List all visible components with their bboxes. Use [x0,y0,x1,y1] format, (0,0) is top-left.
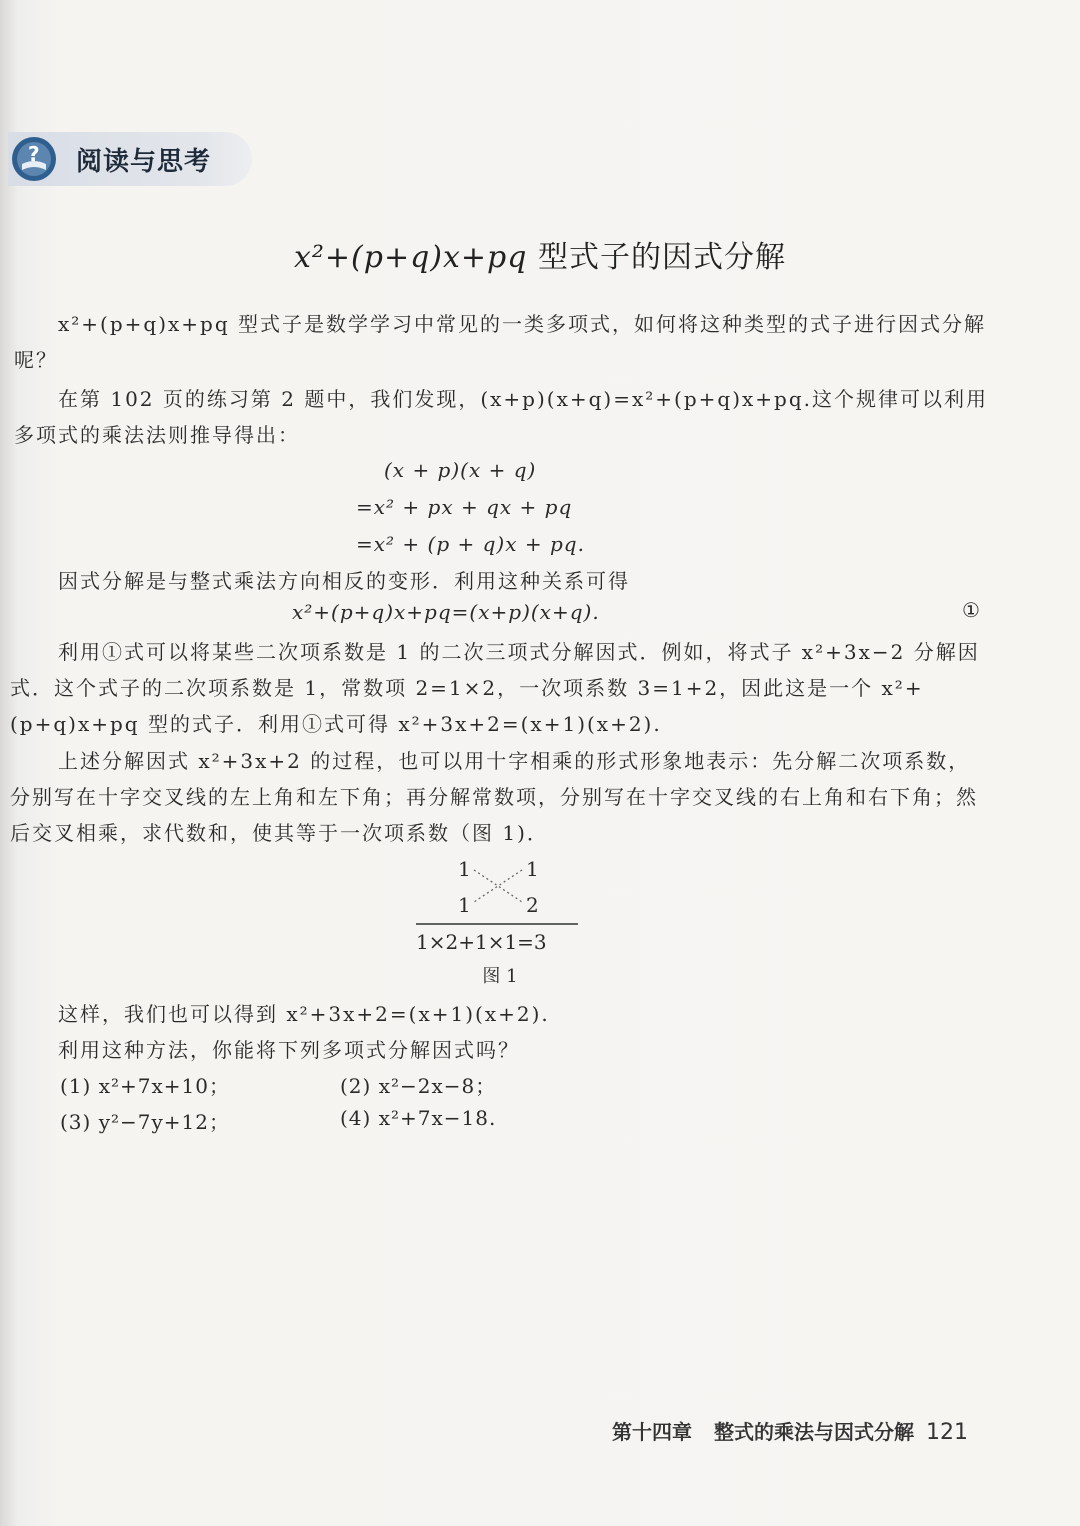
fig-top-left: 1 [458,857,471,881]
paragraph-conclusion: 这样，我们也可以得到 x²+3x+2=(x+1)(x+2). [58,1002,550,1026]
equation-tag: ① [962,598,980,622]
cross-line-b [474,870,522,902]
title-suffix: 型式子的因式分解 [527,240,787,275]
exercise-item: (2) x²−2x−8； [340,1074,497,1098]
paragraph-inverse: 因式分解是与整式乘法方向相反的变形．利用这种关系可得 [58,569,630,593]
page-number: 121 [926,1420,968,1445]
section-title: 阅读与思考 [76,147,212,177]
page-title [0,232,1080,276]
svg-text:?: ? [28,142,40,166]
cross-line-a [474,870,522,902]
fig-result: 1×2+1×1=3 [416,930,547,954]
reading-book-icon [8,134,60,184]
exercise-item: (3) y²−7y+12； [60,1110,230,1134]
figure-caption: 图 1 [482,966,518,987]
exercise-item: (1) x²+7x+10； [60,1074,230,1098]
footer-topic: 整式的乘法与因式分解 [714,1420,914,1444]
derivation-line: =x² + px + qx + pq [356,495,573,519]
derivation-line: (x + p)(x + q) [384,458,537,482]
fig-bottom-left: 1 [458,893,471,917]
footer-chapter: 第十四章 [612,1420,692,1444]
paragraph-question: 利用这种方法，你能将下列多项式分解因式吗？ [58,1038,520,1062]
paragraph-discovery: 在第 102 页的练习第 2 题中，我们发现，(x+p)(x+q)=x²+(p+q)x+pq.这个规律可以利用多项式的乘法法则推导得出： [14,387,988,447]
paragraph-intro: x²+(p+q)x+pq 型式子是数学学习中常见的一类多项式，如何将这种类型的式子进行因式分解呢？ [14,312,987,372]
title-formula: x²+(p+q)x+pq [293,240,528,275]
derivation-block [356,452,585,563]
fig-bottom-right: 2 [526,893,539,917]
fig-top-right: 1 [526,857,539,881]
paragraph-cross-method: 上述分解因式 x²+3x+2 的过程，也可以用十字相乘的形式形象地表示：先分解二次项系数，分别写在十字交叉线的左上角和左下角；再分解常数项，分别写在十字交叉线的右上角和右下角；然后交叉相乘，求代数和，使其等于一次项系数（图 1)． [10,749,978,845]
paragraph-example: 利用①式可以将某些二次项系数是 1 的二次三项式分解因式．例如，将式子 x²+3x−2 分解因式．这个式子的二次项系数是 1，常数项 2=1×2，一次项系数 3=1+2，因此这是一个 x²+(p+q)x+pq 型的式子．利用①式可得 x²+3x+2=(x+1)(x+2). [10,640,980,736]
exercise-item: (4) x²+7x−18. [340,1106,497,1130]
main-equation: x²+(p+q)x+pq=(x+p)(x+q). [292,600,600,624]
page-footer [612,1416,968,1445]
derivation-line: =x² + (p + q)x + pq. [356,532,585,556]
